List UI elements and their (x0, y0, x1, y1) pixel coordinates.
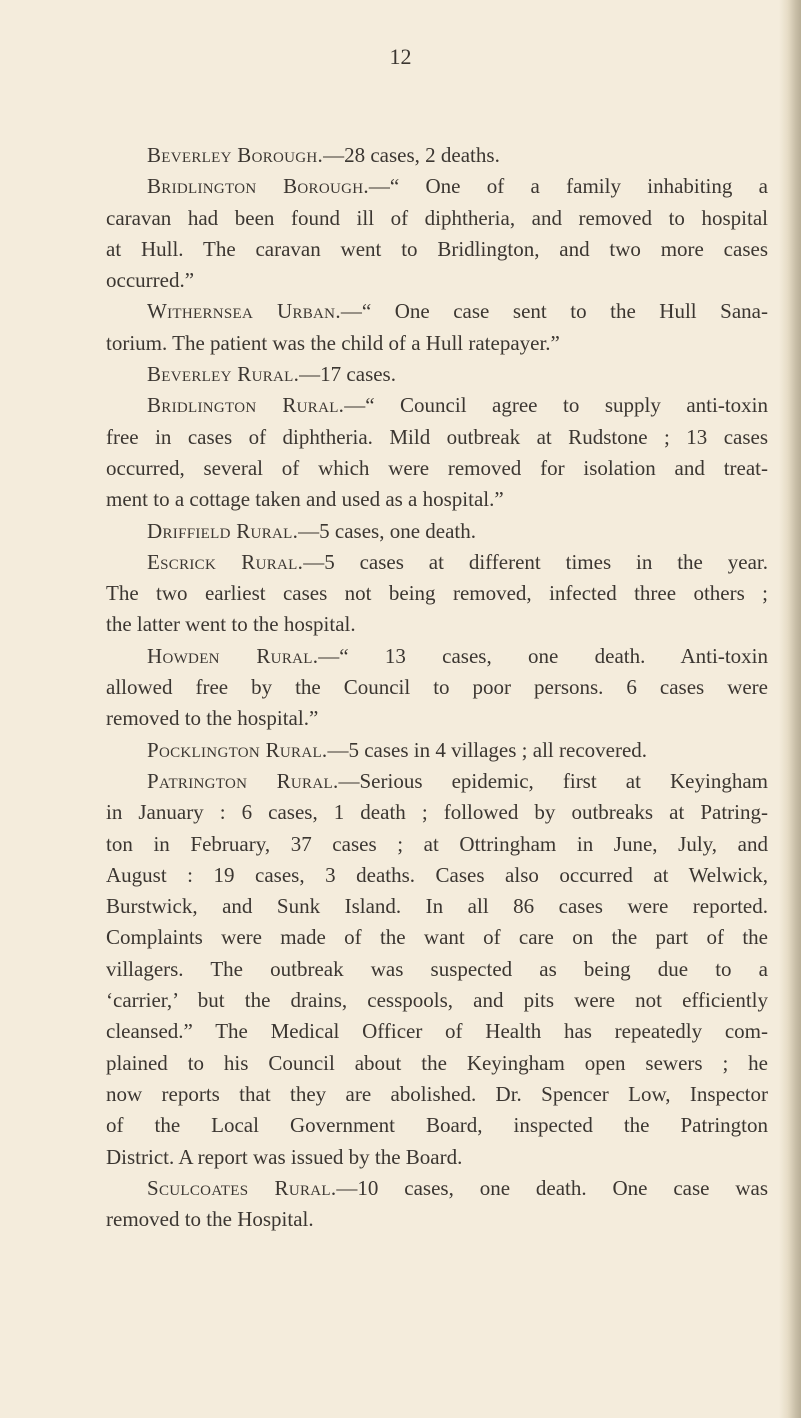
text-line (106, 829, 768, 860)
text-line (106, 641, 768, 672)
line-text: —28 cases, 2 deaths. (323, 143, 500, 167)
district-heading: Driffield Rural. (147, 518, 299, 543)
line-text: Complaints were made of the want of care on the part of the (106, 925, 768, 950)
text-line (106, 140, 768, 171)
text-line (106, 954, 768, 985)
text-line (106, 1016, 768, 1047)
line-text: villagers. The outbreak was suspected as being due to a (106, 956, 768, 981)
text-line (106, 860, 768, 891)
text-line (106, 985, 768, 1016)
text-line (106, 1173, 768, 1204)
text-line (106, 1142, 768, 1173)
district-heading: Patrington Rural. (147, 768, 339, 793)
text-line (106, 422, 768, 453)
text-line (106, 922, 768, 953)
district-heading: Pocklington Rural. (147, 737, 328, 762)
line-text: ton in February, 37 cases ; at Ottringham in June, July, and (106, 831, 768, 856)
line-text: —5 cases in 4 villages ; all recovered. (327, 737, 648, 762)
text-line (106, 766, 768, 797)
text-line (106, 1048, 768, 1079)
line-text: Burstwick, and Sunk Island. In all 86 cases were reported. (106, 894, 768, 919)
line-text: caravan had been found ill of diphtheria, and removed to hospital (106, 205, 768, 230)
district-heading: Sculcoates Rural. (147, 1175, 337, 1200)
line-text: removed to the hospital.” (106, 706, 319, 731)
text-line (106, 390, 768, 421)
line-text: —Serious epidemic, first at Keyingham (338, 768, 768, 793)
text-line (106, 1079, 768, 1110)
line-text: removed to the Hospital. (106, 1207, 314, 1232)
text-line (106, 328, 768, 359)
line-text: at Hull. The caravan went to Bridlington, and two more cases (106, 236, 768, 261)
text-line (106, 203, 768, 234)
line-text: —“ One case sent to the Hull Sana- (340, 299, 768, 324)
district-heading: Beverley Borough. (147, 143, 324, 167)
line-text: —“ Council agree to supply anti-toxin (344, 393, 768, 418)
text-line (106, 359, 768, 390)
district-heading: Howden Rural. (147, 643, 319, 668)
page-number: 12 (389, 44, 412, 69)
line-text: —“ 13 cases, one death. Anti-toxin (318, 643, 768, 668)
line-text: ‘carrier,’ but the drains, cesspools, and pits were not efficiently (106, 988, 768, 1013)
line-text: plained to his Council about the Keyingham open sewers ; he (106, 1050, 768, 1075)
line-text: cleansed.” The Medical Officer of Health has repeatedly com- (106, 1019, 768, 1044)
line-text: now reports that they are abolished. Dr. Spencer Low, Inspector (106, 1081, 768, 1106)
line-text: —10 cases, one death. One case was (336, 1175, 769, 1200)
text-line (106, 735, 768, 766)
page-edge-shadow (779, 0, 801, 1418)
text-line (106, 703, 768, 734)
text-line (106, 609, 768, 640)
text-line (106, 171, 768, 202)
line-text: The two earliest cases not being removed, infected three others ; (106, 581, 768, 606)
line-text: occurred.” (106, 268, 195, 293)
line-text: —“ One of a family inhabiting a (368, 174, 768, 199)
line-text: in January : 6 cases, 1 death ; followed by outbreaks at Patring- (106, 800, 768, 825)
text-line (106, 1204, 768, 1235)
line-text: —17 cases. (299, 362, 396, 387)
body-text (106, 140, 768, 1235)
text-line (106, 672, 768, 703)
text-line (106, 891, 768, 922)
line-text: August : 19 cases, 3 deaths. Cases also occurred at Welwick, (106, 862, 768, 887)
district-heading: Bridlington Borough. (147, 174, 369, 199)
text-line (106, 516, 768, 547)
text-line (106, 578, 768, 609)
text-line (106, 234, 768, 265)
text-line (106, 296, 768, 327)
line-text: torium. The patient was the child of a Hull ratepayer.” (106, 330, 560, 355)
line-text: allowed free by the Council to poor persons. 6 cases were (106, 675, 768, 700)
district-heading: Withernsea Urban. (147, 299, 341, 324)
text-line (106, 453, 768, 484)
text-line (106, 547, 768, 578)
line-text: ment to a cottage taken and used as a hospital.” (106, 487, 504, 512)
line-text: District. A report was issued by the Board. (106, 1144, 463, 1169)
text-line (106, 484, 768, 515)
text-line (106, 1110, 768, 1141)
district-heading: Beverley Rural. (147, 362, 300, 387)
text-line (106, 797, 768, 828)
line-text: the latter went to the hospital. (106, 612, 356, 637)
line-text: —5 cases, one death. (298, 518, 477, 543)
line-text: occurred, several of which were removed for isolation and treat- (106, 455, 768, 480)
district-heading: Bridlington Rural. (147, 393, 345, 418)
line-text: of the Local Government Board, inspected the Patrington (106, 1113, 768, 1138)
line-text: —5 cases at different times in the year. (303, 549, 768, 574)
district-heading: Escrick Rural. (147, 549, 304, 574)
text-line (106, 265, 768, 296)
line-text: free in cases of diphtheria. Mild outbreak at Rudstone ; 13 cases (106, 424, 768, 449)
